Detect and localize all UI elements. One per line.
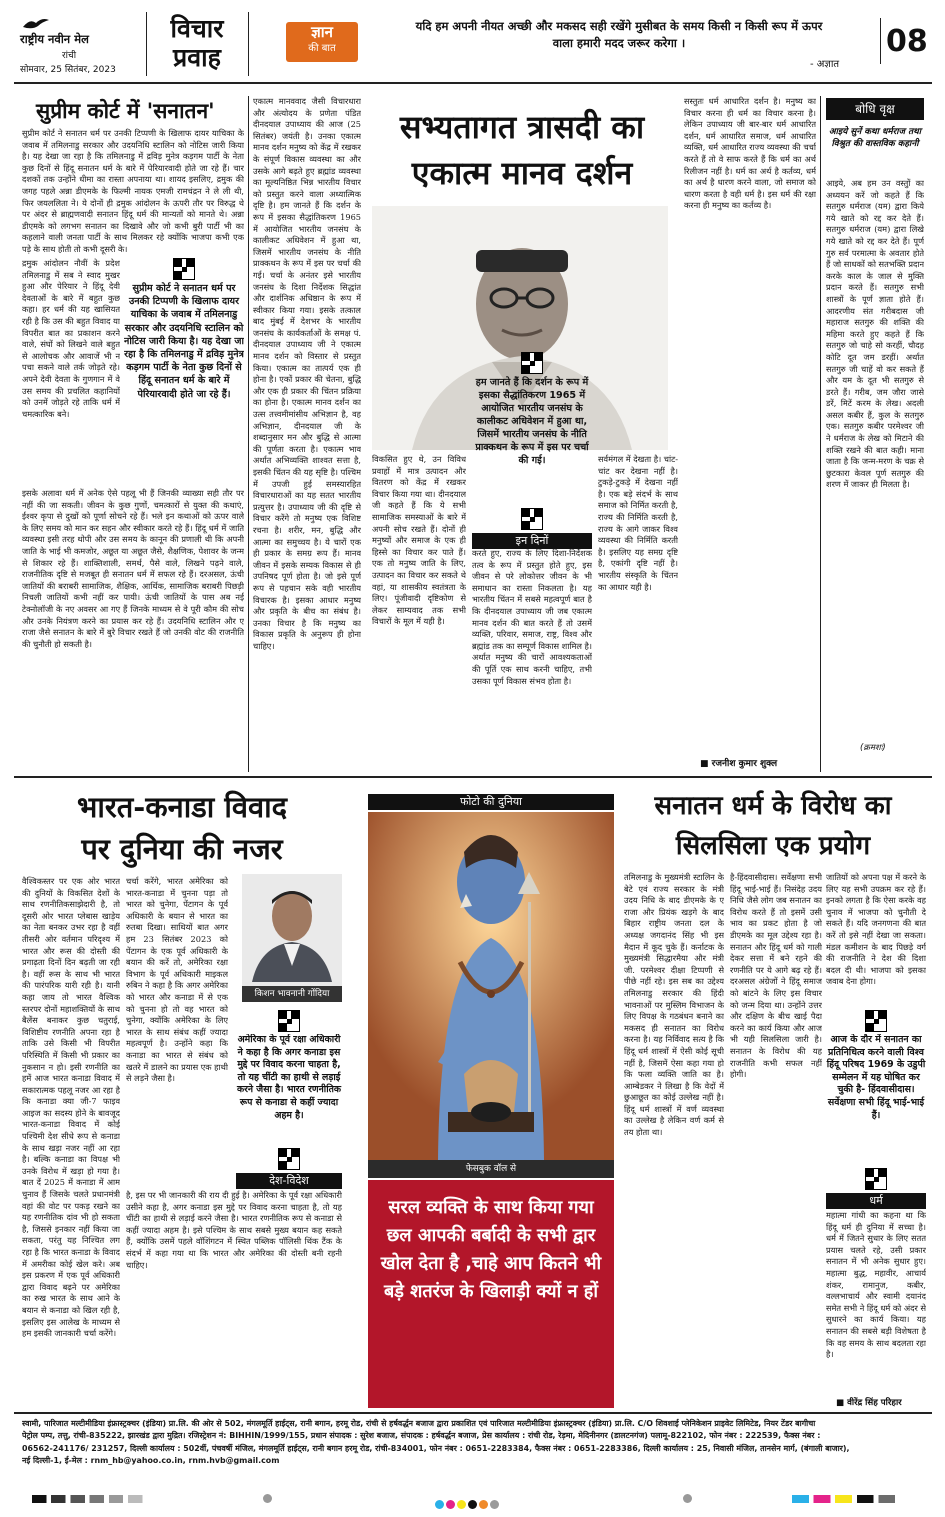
dharm-author: ■ वीरेंद्र सिंह परिहार xyxy=(836,1398,902,1408)
imprint xyxy=(22,1418,928,1468)
qr-icon xyxy=(278,1148,300,1170)
headline-dharm-line2: सिलसिला एक प्रयोग xyxy=(675,831,871,861)
imprint-line1: स्वामी, पारिजात मल्टीमीडिया इंफ्रास्ट्रक्चर (इंडिया) प्रा.लि. की ओर से 502, मंगलमूर्ति हाईट्स, रानी बगान, हरमू रोड, रांची से हर्षवर्द्धन बजाज द्वारा प्रकाशित एवं पारिजात मल्टीमीडिया इंफ्रास्ट्रक्चर (इंडिया) प्रा.लि. C/O शिवशाई प्लेनिकेशन प्राइवेट लिमिटेड, नियर टेंडर बागीचा xyxy=(22,1419,816,1428)
canada-pullquote-wrap xyxy=(236,1010,342,1142)
masthead-quote xyxy=(378,18,860,52)
desh-videsh-wrap xyxy=(236,1148,342,1189)
canada-body-3: है, इस पर भी जानकारी की राय दी हुई है। अमेरिका के पूर्व रक्षा अधिकारी उसीने कहा है, अगर कनाडा इस मुद्दे पर विवाद करना चाहता है, तो यह चींटी का हाथी से लड़ाई करने जैसा है। भारत रणनीतिक रूप से कनाडा से कहीं ज्यादा अहम है। इसे पश्चिम के साथ सबसे मुख्य बयान कह सकते हैं, क्योंकि उसमें पहले वॉशिंगटन में स्थित पब्लिक पॉलिसी थिंक टैंक के संदर्भ में कहा गया था कि भारत और अमेरिका की दोस्ती बनी रहनी चाहिए। xyxy=(126,1190,342,1270)
headline-canada-line1: भारत-कनाडा विवाद xyxy=(77,790,287,824)
masthead xyxy=(0,0,945,82)
sanatan-body-2: द्रमुक आंदोलन नौवीं के प्रदेश तमिलनाडु में सब ने स्वाद मुखर हुआ और पेरियार ने हिंदू देवी देवताओं के बारे में बहुत कुछ कहा। हर धर्म की यह खासियत रही है कि उस की बहुत विवाद या विपरीत बात का प्रकाशन करने वाले, संघों को लिखने वाले बहुत से आलोचक और आवाजें भी न पचा सकने वाले तर्क जोड़ते रहे। अपने देवी देवता के गुणगान में वे उस समय की प्रचलित कहानियों को उनमें जोड़ते रहे ताकि धर्म में चमत्कारिक बने। xyxy=(22,258,120,419)
color-dots-center xyxy=(434,1494,554,1513)
section-title-line2: प्रवाह xyxy=(173,43,221,72)
quote-line1: यदि हम अपनी नीयत अच्छी और मकसद सही रखेंगे मुसीबत के समय किसी न किसी रूप में ऊपर xyxy=(415,19,823,33)
bodhi-subtitle: आइये सुनें कथा धर्मराज तथा विश्रुत की वास्तविक कहानी xyxy=(828,127,922,149)
logo-bird-icon xyxy=(22,16,50,30)
dharm-body-4: महात्मा गांधी का कहना था कि हिंदू धर्म ही दुनिया में सच्चा है। धर्म में जितने सुधार के लिए सतत प्रयास चलते रहे, उसी प्रकार सनातन में भी अनेक सुधार हुए। महात्मा बुद्ध, महावीर, आचार्य शंकर, रामानुज, कबीर, वल्लभाचार्य और स्वामी दयानंद समेत सभी ने हिंदू धर्म को अंदर से सुधारने का कार्य किया। यह सनातन की सबसे बड़ी विशेषता है कि वह समय के साथ बदलता रहा है। xyxy=(826,1210,926,1360)
author-photo-caption: किशन भावनानी गोंदिया xyxy=(242,986,342,1002)
dharm-body-1: तमिलनाडु के मुख्यमंत्री स्टालिन के बेटे एवं राज्य सरकार के मंत्री उदय निधि के बाद डीएमके के ए राजा और प्रियंक खड़गे के बाद बिहार राष्ट्रीय जनता दल के अध्यक्ष जगदानंद सिंह भी इस मैदान में कूद चुके हैं। कर्नाटक के मुख्यमंत्री सिद्धारमैया और मंत्री जी. परमेश्वर दीक्षा टिप्पणी से पीछे नहीं रहे। इस सब का उद्देश्य तमिलनाडु सरकार की हिंदी भावनाओं पर मुस्लिम विभाजन के लिए विपक्ष के गठबंधन बनाने का मकसद ही सनातन का विरोध करना है। यह निर्विवाद सत्य है कि हिंदू धर्म शास्त्रों में ऐसी कोई सूची नहीं है, जिसमें ऐसा कहा गया हो कि फला व्यक्ति जाति का है। आम्बेडकर ने लिखा है कि वेदों में छुआछूत का कोई उल्लेख नहीं है। हिंदू धर्म शास्त्रों में वर्ण व्यवस्था का उल्लेख है लेकिन वर्ण कर्म से तय होता था। xyxy=(624,872,724,1138)
in-dino-wrap xyxy=(472,508,592,549)
dharm-pullquote-wrap xyxy=(826,1010,926,1166)
imprint-line3: 06562-241176/ 231257, दिल्ली कार्यालय : 502वीं, पंचवर्षी मंजिल, मंगलमूर्ति हाईट्स, रानी बगान हरमू रोड, रांची-834001, फोन नंबर : 0651-2283384, फैक्स नंबर : 0651-2283386, दिल्ली कार्यालय : 25, निवासी मंजिल, तानसेन मार्ग, (बंगाली बाजार), xyxy=(22,1443,850,1453)
ekatm-author: ■ रजनीश कुमार शुक्ल xyxy=(700,759,778,769)
in-dino-label: इन दिनों xyxy=(472,533,592,549)
ekatm-body-4: सस्तुतः धर्म आधारित दर्शन है। मनुष्य का विचार करना ही धर्म का विचार करना है। लेकिन उपाध्याय जी बार-बार धर्म आधारित दर्शन, धर्म आधारित समाज, धर्म आधारित व्यक्ति, धर्म आधारित राज्य व्यवस्था की चर्चा करते हैं तो वे साफ करते हैं कि धर्म का अर्थ रिलीजन नहीं है। धर्म का अर्थ है कर्तव्य, धर्म का अर्थ है धारण करने वाला, जो समाज को धारण करता है वही धर्म है। इस धर्म की रक्षा करना ही मनुष्य का कर्तव्य है। xyxy=(684,96,816,211)
dharm-pullquote: आज के दौर में सनातन का प्रतिनिधित्व करने वाली विश्व हिंदू परिषद 1969 के उडुपी सम्मेलन में यह घोषित कर चुकी है- हिंदवासीदास। सर्वेक्षणा सभी हिंदू भाई-भाई हैं। xyxy=(826,1034,926,1121)
bodhi-credit: (क्रमशः) xyxy=(860,743,886,753)
headline-dharm-line1: सनातन धर्म के विरोध का xyxy=(654,791,892,821)
imprint-line2: पेट्रोल पम्प, तत्तु, रांची-835222, झारखंड द्वारा मुद्रित। रजिस्ट्रेशन नं: BIHHIN/1999/155, प्रधान संपादक : सुरेश बजाज, संपादक : हर्षवर्द्धन बजाज, प्रेस कार्यालय : रांची रोड, रेड़मा, मेदिनीनगर (डालटनगंज) पलामू-822102, फोन नंबर : 222539, फैक्स नंबर : xyxy=(22,1431,821,1441)
dharm-label: धर्म xyxy=(826,1193,926,1209)
headline-ekatm-line1: सभ्यतागत त्रासदी का xyxy=(399,108,645,146)
headline-ekatm-line2: एकात्म मानव दर्शन xyxy=(411,154,633,192)
qr-icon xyxy=(173,258,195,280)
qr-icon xyxy=(278,1010,300,1032)
dharm-body-2: है-हिंदवासीदास। सर्वेक्षणा सभी हिंदू भाई-भाई हैं। निसंदेह उदय निधि जैसे लोग जब सनातन का विरोध करते हैं तो इसमें उसी भाव का प्रकट होता है जो डीएमके का मूल उद्देश्य रहा है। सनातन और हिंदू धर्म को गाली देकर सत्ता में बने रहने की रणनीति पर ये आगे बढ़ रहे हैं। दरअसल अंग्रेजों ने हिंदू समाज को बांटने के लिए इस विचार को जन्म दिया था। उन्होंने उत्तर और दक्षिण के बीच खाई पैदा करने का कार्य किया और आज भी यही सिलसिला जारी है। सनातन के विरोध की यह राजनीति कभी सफल नहीं होगी। xyxy=(730,872,822,1080)
desh-videsh-label: देश-विदेश xyxy=(236,1173,342,1189)
city: रांची xyxy=(62,51,77,61)
dharm-body-3: जातियों को अपना पक्ष में करने के लिए यह सभी उपक्रम कर रहे हैं। इनको लगता है कि ऐसा करके वह चुनाव में भाजपा को चुनौती दे सकते हैं। यदि जनगणना की बात करें तो इसे नहीं देखा जा सकता। मंडल कमीशन के बाद पिछड़े वर्ग की राजनीति ने देश की दिशा बदल दी थी। भाजपा को इसका जवाब देना होगा। xyxy=(826,872,926,987)
headline-canada-line2: पर दुनिया की नजर xyxy=(81,832,283,866)
color-bar-left xyxy=(32,1495,152,1503)
canada-pullquote: अमेरिका के पूर्व रक्षा अधिकारी ने कहा है कि अगर कनाडा इस मुद्दे पर विवाद करना चाहता है, तो यह चींटी का हाथी से लड़ाई करने जैसा है। भारत रणनीतिक रूप से कनाडा से कहीं ज्यादा अहम है। xyxy=(236,1034,342,1121)
sanatan-body-3: इसके अलावा धर्म में अनेक ऐसे पहलू भी हैं जिनकी व्याख्या सही तौर पर नहीं की जा सकती। जीवन के कुछ गुणों, चमत्कारों से युक्त की कथाएं, ईश्वर कृपा से दुखों को पूर्णा सोचने रहे हैं। भले इन कथाओं को ऊपर वाले के लिए समय को मान कर सहन और स्वीकार करते रहे हैं। हिंदू धर्म में जाति व्यवस्था इसी तरह थोपी और उस समय के कानून की प्रणाली थी कि अपनी जाति के भाई भी कमजोर, अछूत या अछूत जैसे, शैक्षणिक, पेशावर के जन्म से शिकार रहे हैं। शाक्तिशाली, समर्थ, पैसे वाले, लिखने पढ़ने वाले, राजनीतिक दृष्टि से मजबूत ही सनातन धर्म में सफल रहे हैं। दरअसल, ऊंची जातियों की बराबरी सामाजिक, शैक्षिक, आर्थिक, सामाजिक बराबरी पिछड़ी निचली जातियों कभी नहीं कर पायी। ऊंची जातियों के पास अब नई टेक्नोलॉजी के नए अवसर आ गए हैं जिनके माध्यम से वे पूरी कौम की सोच और उनके नियंत्रण करने का प्रयास कर रहे हैं। उदयनिधि स्टालिन और ए राजा जैसे सनातन के बारे में बुरे विचार रखते हैं जो उनकी वोट की राजनीति की चुनौती हो सकती है। xyxy=(22,488,244,649)
date: सोमवार, 25 सितंबर, 2023 xyxy=(20,65,116,75)
headline-sanatan: सुप्रीम कोर्ट में 'सनातन' xyxy=(36,98,215,123)
headline-dharm xyxy=(620,786,926,866)
author-photo xyxy=(242,874,342,994)
qr-icon xyxy=(521,508,543,530)
ekatm-pullquote-wrap xyxy=(472,352,592,512)
photo-credit: फेसबुक वॉल से xyxy=(368,1160,614,1178)
headline-ekatm xyxy=(372,104,672,196)
shiva-photo xyxy=(368,812,614,1160)
quote-box xyxy=(368,1180,614,1408)
section-title-line1: विचार xyxy=(170,14,224,43)
bodhi-body: आइये, अब हम उन वस्तुों का अध्ययन करें जो कहते हैं कि सतगुरु धर्मराज (यम) द्वारा किये गये खाते को रद्द कर देते हैं। सतगुरु धर्मराज (यम) द्वारा लिखे गये खाते को रद्द कर देते हैं। पूर्ण गुरु सर्व परमात्मा के अवतार होते हैं जो साधकों को सतभक्ति प्रदान करके काल के जाल से मुक्ति प्रदान करते हैं। सतगुरु सभी शास्त्रों के पूर्ण ज्ञाता होते हैं। आदरणीय संत गरीबदास जी महाराज सतगुरु की शक्ति की महिमा करते हुए कहते हैं कि सतगुरु जो चाहे सो करहीं, चौदह कोटि दूत जम डरहीं। अर्थात सतगुरु जी चाहें वो कर सकते हैं और यम के दूत भी सतगुरु से डरते हैं। गरीब, जम जौरा जासे डरें, मिटें करम के लेख। अदली असल कबीर हैं, कुल के सतगुरु एक। सतगुरु कबीर परमेश्वर जी ने धर्मराज के लेख को मिटाने की शक्ति रखने की बात कही। माना जाता है कि जन्म-मरण के चक्र से छुटकारा केवल पूर्ण सतगुरु की शरण में जाकर ही मिलता है। xyxy=(826,178,924,490)
page-number: 08 xyxy=(886,24,928,59)
quote-author: - अज्ञात xyxy=(810,59,840,70)
qr-icon xyxy=(865,1168,887,1190)
reg-dot xyxy=(683,1494,692,1503)
photo-duniya-label: फोटो की दुनिया xyxy=(368,794,614,810)
canada-body-2: चर्चा करेंगे, भारत अमेरिका को भारत-कनाडा में चुनना पड़ा तो भारत को चुनेगा, पेंटागन के पूर्व अधिकारी के बयान से भारत का रुतबा दिखा। साथियों बात अगर हम 23 सितंबर 2023 को पेंटागन के एक पूर्व अधिकारी के बयान की करें तो, अमेरिका रक्षा विभाग के पूर्व अधिकारी माइकल रुबिन ने कहा है कि अगर अमेरिका को भारत और कनाडा में से एक को चुनना हो तो वह भारत को चुनेगा, क्योंकि अमेरिका के लिए भारत के साथ संबंध कहीं ज्यादा महत्वपूर्ण है। उन्होंने कहा कि कनाडा का भारत से संबंध को खतरे में डालने का प्रयास एक हाथी से लड़ने जैसा है। xyxy=(126,876,228,1084)
quote-box-text: सरल व्यक्ति के साथ किया गया छल आपकी बर्बादी के सभी द्वार खोल देता है ,चाहे आप कितने भी बड़े शतरंज के खिलाड़ी क्यों न हों xyxy=(380,1197,602,1302)
sanatan-pullquote-box xyxy=(124,258,244,486)
imprint-line4: नई दिल्ली-1, ई-मेल : rnm_hb@yahoo.co.in, rnm.hvb@gmail.com xyxy=(22,1456,280,1466)
gyan-subword: की बात xyxy=(308,43,336,54)
sanatan-body-4: एकात्म मानववाद जैसी विचारधारा और अंत्योदय के प्रणेता पंडित दीनदयाल उपाध्याय की आज (25 सितंबर) जयंती है। उनका एकात्म मानव दर्शन मनुष्य को केंद्र में रखकर के संपूर्ण विकास व्यवस्था का और उसके आगे बढ़ते हुए ब्रह्मांड व्यवस्था का मूल्यनिष्ठित भिन्न भारतीय विचार को प्रस्तुत करने वाला अध्यात्मिक दृष्टि है। हम जानते हैं कि दर्शन के रूप में इसका सैद्धांतिकरण 1965 में आयोजित भारतीय जनसंघ के कालीकट अधिवेशन में हुआ था, जिसमें भारतीय जनसंघ के नीति प्राक्कथन के रूप में इस पर चर्चा की गई। चर्चा के अनंतर इसे भारतीय जनसंघ के दिशा निर्देशक सिद्धांत और दार्शनिक अधिष्ठान के रूप में स्वीकार किया गया। इसके तत्काल बाद मुंबई में देशभर के भारतीय जनसंघ के कार्यकर्ताओं के समक्ष पं. दीनदयाल उपाध्याय जी ने एकात्म मानव दर्शन को विस्तार से प्रस्तुत किया। एकात्म का तात्पर्य एक ही होना है। एकों प्रकार की चेतना, बुद्धि और एक ही प्रकार की चिंतन प्रक्रिया का होना है। एकात्म मानव दर्शन का उत्स तत्त्वमीमांसीय अभिज्ञान है, वह अभिज्ञान, दीनदयाल जी के शब्दानुसार मन और बुद्धि से आत्मा की पूर्णता करता है। एकात्म भाव अर्थात अभिव्यक्ति शाश्वत सत्ता है, इसकी चिंतन की यह सृष्टि है। पश्चिम में उपजी हुई समस्यारहित विचारधाराओं का यह सतत भारतीय प्रत्युत्तर है। उपाध्याय जी की दृष्टि से विचार करेंगे तो मनुष्य एक विशिष्ट रचना है। शरीर, मन, बुद्धि और आत्मा का समुच्चय है। ये चारों एक ही प्रकार के समग्र रूप हैं। मानव जीवन में इसके सम्यक विकास से ही उपनिषद पूर्ण होता है। जो इसे पूर्ण रूप से पहचान सके वही भारतीय विचारक है। इसका आधार मनुष्य और प्रकृति के बीच का संबंध है। उनका विचार है कि मनुष्य का विकास प्रकृति के अनुरूप ही होना चाहिए। xyxy=(253,96,361,651)
ekatm-body-1: विकसित हुए थे, उन विविध प्रवाहों में मात्र उत्पादन और वितरण को केंद्र में रखकर विचार किया गया था। दीनदयाल जी कहते हैं कि ये सभी सामाजिक समस्याओं के बारे में अपनी सोच रखते हैं। दोनों ही मनुष्यों और समाज के एक ही हिस्से का विचार कर पाते हैं। एक तो मनुष्य जाति के लिए, उत्पादन का विचार कर सकते थे वहां, या शासकीय स्वतंत्रता के लिए। पूंजीवादी दृष्टिकोण से लेकर साम्यवाद तक सभी विचारों के मूल में यही है। xyxy=(372,454,466,627)
sanatan-body-1: सुप्रीम कोर्ट ने सनातन धर्म पर उनकी टिप्पणी के खिलाफ दायर याचिका के जवाब में तमिलनाडु सरकार और उदयनिधि स्टालिन को नोटिस जारी किया है। यह देखा जा रहा है कि तमिलनाडु में द्रविड़ मुनेत्र कड़गम पार्टी के नेता कुछ दिनों से हिंदू सनातन धर्म के बारे में पेरियारवादी होते जा रहे हैं। चार दशकों तक उन्होंने धीमा का रास्ता अपनाया था। शायद इसलिए, द्रमुक की जगह पहले अन्ना डीएमके के फिल्मी नायक एमजी रामचंद्रन ने ले ली थी, फिर जयललिता ने। ये दोनों ही द्रमुक आंदोलन के ऊपरी तौर पर विरुद्ध थे पर अंदर से ब्राह्मणवादी सनातन हिंदू धर्म की मान्यतों को मानते थे। अन्ना डीएमके को लगभग सनातन का दिखावे और जो कभी बुरी पार्टी भी का कहलाने वाली जनता पार्टी के साथ मिलकर रहे क्योंकि भाजपा कभी एक पड़े के साथ होती तो कभी दूसरी के। xyxy=(22,128,244,254)
ekatm-body-3: सर्वमंगल में देखता है। चांट-चांट कर देखना नहीं है। टुकड़े-टुकड़े में देखना नहीं है। एक बड़े संदर्भ के साथ समाज को निर्मित करती है, राज्य की निर्मिति करती है, राज्य के आगे जाकर विश्व व्यवस्था की निर्मिति करती है। इसलिए यह समग्र दृष्टि है, एकांगी दृष्टि नहीं है। भारतीय संस्कृति के चिंतन का आधार यही है। xyxy=(598,454,678,592)
ekatm-pullquote: हम जानते हैं कि दर्शन के रूप में इसका सैद्धांतिकरण 1965 में आयोजित भारतीय जनसंघ के कालीकट अधिवेशन में हुआ था, जिसमें भारतीय जनसंघ के नीति प्राक्कथन के रूप में इस पर चर्चा की गई। xyxy=(475,377,589,466)
registration-marks xyxy=(22,1492,928,1506)
dharm-label-wrap xyxy=(826,1168,926,1209)
gyan-word: ज्ञान xyxy=(311,23,333,41)
qr-icon xyxy=(865,1010,887,1032)
canada-body-1: वैश्विकस्तर पर एक ओर भारत की दुनियों के विकसित देशों के साथ रणनीतिकसाझेदारी है, तो दूसरी ओर भारत प्लेबास खाड़ेय का नेता बनकर उभर रहा है वहीं तीसरी ओर वर्तमान परिदृश्य में भारत और रूस की दोस्ती की प्रगाढ़ता दिनों दिन बढ़ती जा रही है। वहीं रूस के साथ भी भारत की पारंपरिक यारी रही है। यानी कहा जाय तो भारत वैश्विक स्तरपर दोनों महाशक्तियों के साथ बैलेंस बनाकर कुछ चतुराई, विशिष्टीय रणनीति अपना रहा है ताकि उसे किसी भी विपरीत परिस्थिति में किसी भी प्रकार का नुकसान न हो। इसी रणनीति का हमें आज भारत कनाडा विवाद में सकारात्मक पहलू नजर आ रहा है कि कनाडा क्या जी-7 फाइव आइज का सदस्य होने के बावजूद भारत-कनाडा विवाद में कोई पश्चिमी देश सीधे रूप से कनाडा के साथ खड़ा नजर नहीं आ रहा है। बल्कि कनाडा का विपक्ष भी उनके विरोध में खड़ा हो गया है। बात दें 2025 में कनाडा में आम चुनाव हैं जिसके चलते प्रधानमंत्री वहां की वोट पर पकड़ रखने का यह रणनीतिक दांव भी हो सकता है, जिससे इनकार नहीं किया जा सकता, परंतु यह निश्चित लग रहा है कि भारत कनाडा के विवाद में अमरीका कोई खेल करे। अब इस प्रकरण में एक पूर्व अधिकारी द्वारा विवाद बढ़ने पर अमेरिका का रुख भारत के साथ आने के बयान से कनाडा को खिल रही है, इसलिए इस आलेख के माध्यम से हम इसकी जानकारी चर्चा करेंगे। xyxy=(22,876,120,1339)
bodhi-label: बोधि वृक्ष xyxy=(826,98,924,120)
section-title xyxy=(152,14,242,72)
headline-canada xyxy=(22,786,342,870)
color-bar-right xyxy=(792,1495,912,1503)
gyan-badge xyxy=(286,22,358,62)
reg-dot xyxy=(263,1494,272,1503)
ekatm-body-2: करते हुए, राज्य के लिए दिशा-निर्देशक तत्व के रूप में प्रस्तुत होते हुए, इस जीवन से परे लोकोत्तर जीवन के भी समाधान का रास्ता निकलता है। यह भारतीय चिंतन में सबसे महत्वपूर्ण बात है कि दीनदयाल उपाध्याय जी जब एकात्म मानव दर्शन की बात करते हैं तो उसमें व्यक्ति, परिवार, समाज, राष्ट्र, विश्व और ब्रह्मांड तक का सम्पूर्ण विकास शामिल है। अर्थात मनुष्य की चारों आवश्यकताओं की पूर्ति एक साथ करनी चाहिए, तभी उसका पूर्ण विकास संभव होता है। xyxy=(472,548,592,686)
quote-line2: वाला हमारी मदद जरूर करेगा । xyxy=(552,36,686,50)
sanatan-pullquote: सुप्रीम कोर्ट ने सनातन धर्म पर उनकी टिप्पणी के खिलाफ दायर याचिका के जवाब में तमिलनाडु सरकार और उदयनिधि स्टालिन को नोटिस जारी किया है। यह देखा जा रहा है कि तमिलनाडु में द्रविड़ मुनेत्र कड़गम पार्टी के नेता कुछ दिनों से हिंदू सनातन धर्म के बारे में पेरियारवादी होते जा रहे हैं। xyxy=(124,283,244,400)
paper-name: राष्ट्रीय नवीन मेल xyxy=(20,32,89,46)
qr-icon xyxy=(521,352,543,374)
